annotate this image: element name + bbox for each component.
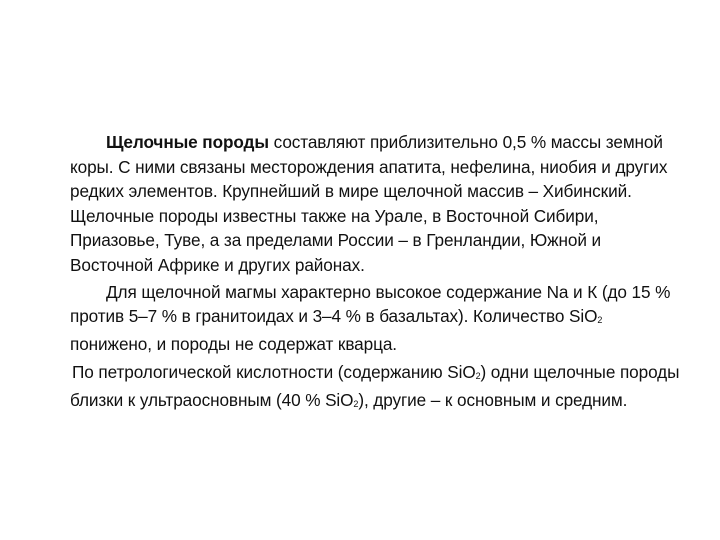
term-alkaline-rocks: Щелочные породы bbox=[106, 132, 269, 152]
paragraph-3-text-a: По петрологической кислотности (содержанию SiO bbox=[72, 362, 476, 383]
paragraph-3 bbox=[70, 360, 685, 415]
paragraph-2 bbox=[70, 280, 685, 357]
paragraph-2-text-b: понижено, и породы не содержат кварца. bbox=[70, 333, 397, 354]
paragraph-1 bbox=[70, 130, 685, 278]
paragraph-3-text-b: ) одни щелочные породы близки к ультраосновным (40 % SiO bbox=[70, 362, 680, 410]
body-text bbox=[70, 130, 685, 416]
paragraph-3-text-c: ), другие – к основным и средним. bbox=[358, 389, 628, 410]
subscript-2: 2 bbox=[475, 371, 481, 382]
subscript-2: 2 bbox=[597, 315, 603, 326]
paragraph-1-text: составляют приблизительно 0,5 % массы земной коры. С ними связаны месторождения апатита, нефелина, ниобия и других редких элементов. Крупнейший в мире щелочной массив – Хибинский. Щелочные породы известны также на Урале, в Восточной Сибири, Приазовье, Туве, а за пределами России – в Гренландии, Южной и Восточной Африке и других районах. bbox=[70, 132, 668, 275]
subscript-2: 2 bbox=[353, 398, 359, 409]
paragraph-2-text-a: Для щелочной магмы характерно высокое содержание Na и К (до 15 % против 5–7 % в гранитоидах и 3–4 % в базальтах). Количество SiO bbox=[70, 281, 671, 327]
